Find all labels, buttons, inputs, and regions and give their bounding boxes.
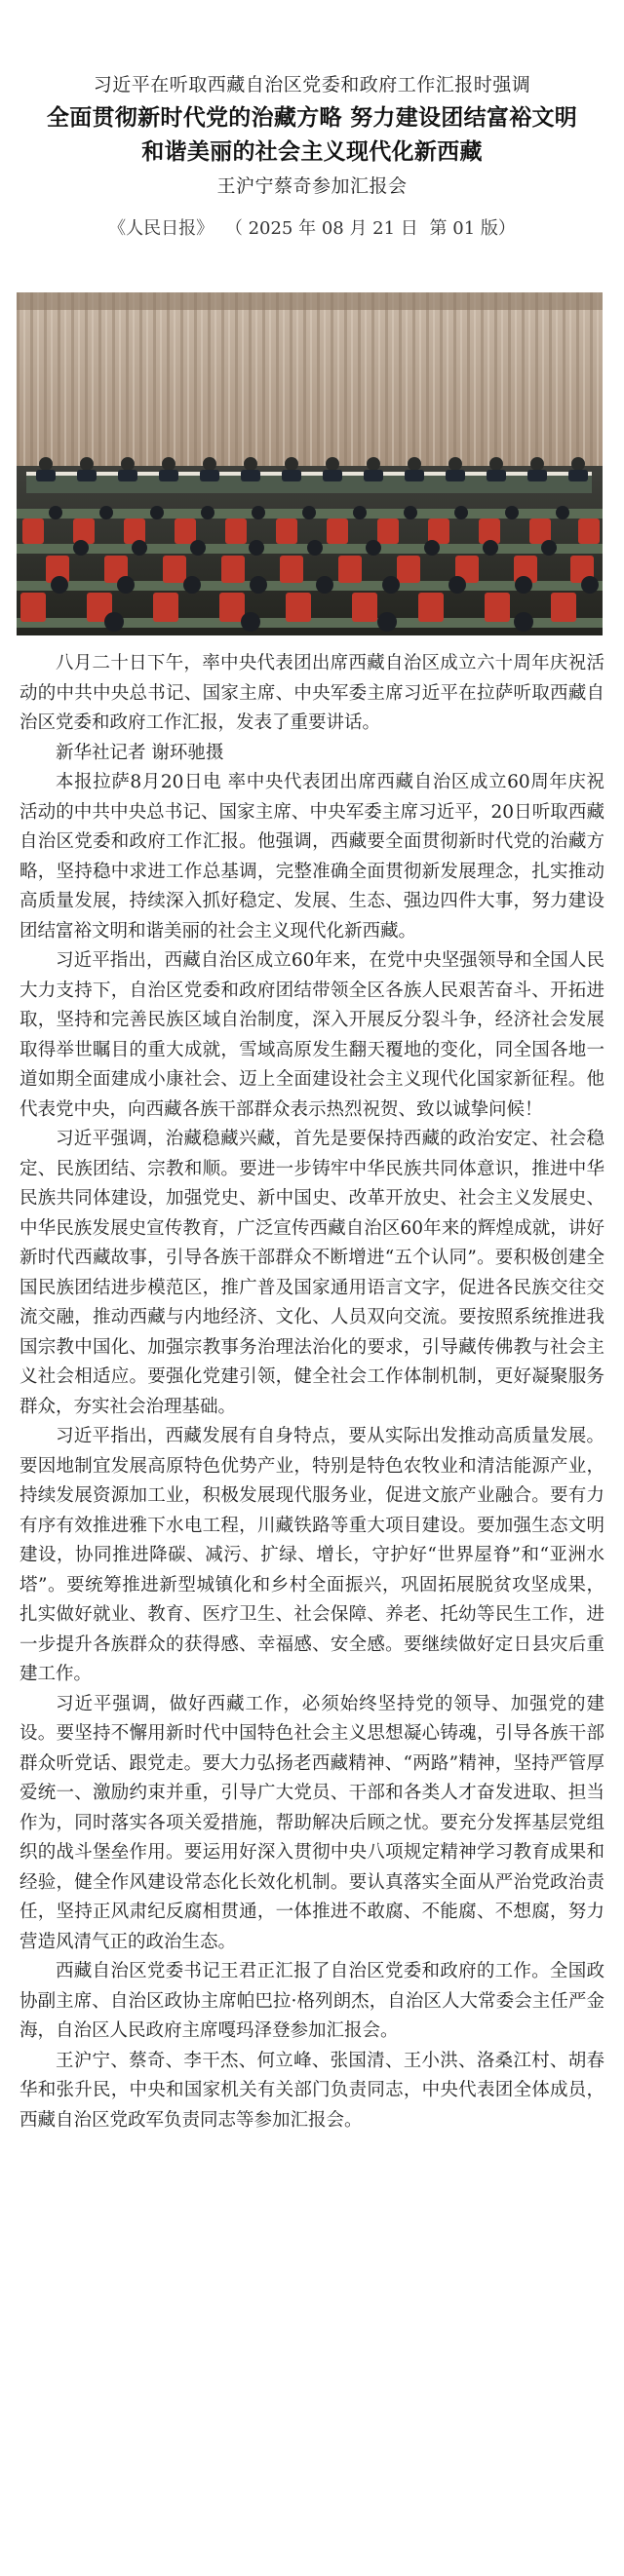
main-title-line-1: 全面贯彻新时代党的治藏方略 努力建设团结富裕文明 bbox=[46, 104, 578, 131]
paragraph-3: 习近平强调，治藏稳藏兴藏，首先是要保持西藏的政治安定、社会稳定、民族团结、宗教和顺。要进一步铸牢中华民族共同体意识，推进中华民族共同体建设，加强党史、新中国史、改革开放史、社会主义发展史、中华民族发展史宣传教育，广泛宣传西藏自治区60年来的辉煌成就，讲好新时代西藏故事，引导各族干部群众不断增进“五个认同”。要积极创建全国民族团结进步模范区，推广普及国家通用语言文字，促进各民族交往交流交融，推动西藏与内地经济、文化、人员双向交流。要按照系统推进我国宗教中国化、加强宗教事务治理法治化的要求，引导藏传佛教与社会主义社会相适应。要强化党建引领，健全社会工作体制机制，更好凝聚服务群众，夯实社会治理基础。 bbox=[20, 1129, 604, 1417]
paragraph-6: 西藏自治区党委书记王君正汇报了自治区党委和政府的工作。全国政协副主席、自治区政协主席帕巴拉·格列朗杰，自治区人大常委会主任严金海，自治区人民政府主席嘎玛泽登参加汇报会。 bbox=[20, 1961, 604, 2041]
source-date: （ 2025 年 08 月 21 日 bbox=[224, 218, 418, 239]
main-title-line-2: 和谐美丽的社会主义现代化新西藏 bbox=[141, 138, 483, 165]
source-line bbox=[0, 216, 624, 242]
source-paper: 《人民日报》 bbox=[108, 218, 214, 239]
paragraph-2: 习近平指出，西藏自治区成立60年来，在党中央坚强领导和全国人民大力支持下，自治区党委和政府团结带领全区各族人民艰苦奋斗、开拓进取，坚持和完善民族区域自治制度，深入开展反分裂斗争，经济社会发展取得举世瞩目的重大成就，雪域高原发生翻天覆地的变化，同全国各地一道如期全面建成小康社会、迈上全面建设社会主义现代化国家新征程。他代表党中央，向西藏各族干部群众表示热烈祝贺、致以诚挚问候！ bbox=[20, 950, 604, 1120]
photo-caption: 八月二十日下午，率中央代表团出席西藏自治区成立六十周年庆祝活动的中共中央总书记、国家主席、中央军委主席习近平在拉萨听取西藏自治区党委和政府工作汇报，发表了重要讲话。 bbox=[20, 653, 604, 733]
article-body bbox=[20, 649, 604, 2135]
byline: 新华社记者 谢环驰摄 bbox=[56, 742, 224, 763]
subtitle: 王沪宁蔡奇参加汇报会 bbox=[216, 175, 408, 197]
kicker: 习近平在听取西藏自治区党委和政府工作汇报时强调 bbox=[93, 74, 531, 96]
paragraph-4: 习近平指出，西藏发展有自身特点，要从实际出发推动高质量发展。要因地制宜发展高原特色优势产业，特别是特色农牧业和清洁能源产业，持续发展资源加工业，积极发展现代服务业，促进文旅产业融合。要有力有序有效推进雅下水电工程，川藏铁路等重大项目建设。要加强生态文明建设，协同推进降碳、减污、扩绿、增长，守护好“世界屋脊”和“亚洲水塔”。要统筹推进新型城镇化和乡村全面振兴，巩固拓展脱贫攻坚成果，扎实做好就业、教育、医疗卫生、社会保障、养老、托幼等民生工作，进一步提升各族群众的获得感、幸福感、安全感。要继续做好定日县灾后重建工作。 bbox=[20, 1426, 604, 1684]
meeting-photo-icon bbox=[17, 292, 603, 635]
source-edition: 第 01 版） bbox=[429, 218, 516, 239]
meeting-photo bbox=[17, 292, 603, 635]
paragraph-7: 王沪宁、蔡奇、李干杰、何立峰、张国清、王小洪、洛桑江村、胡春华和张升民，中央和国家机关有关部门负责同志，中央代表团全体成员，西藏自治区党政军负责同志等参加汇报会。 bbox=[20, 2050, 604, 2131]
paragraph-5: 习近平强调，做好西藏工作，必须始终坚持党的领导、加强党的建设。要坚持不懈用新时代中国特色社会主义思想凝心铸魂，引导各族干部群众听党话、跟党走。要大力弘扬老西藏精神、“两路”精神，坚持严管厚爱统一、激励约束并重，引导广大党员、干部和各类人才奋发进取、担当作为，同时落实各项关爱措施，帮助解决后顾之忧。要充分发挥基层党组织的战斗堡垒作用。要运用好深入贯彻中央八项规定精神学习教育成果和经验，健全作风建设常态化长效化机制。要认真落实全面从严治党政治责任，坚持正风肃纪反腐相贯通，一体推进不敢腐、不能腐、不想腐，努力营造风清气正的政治生态。 bbox=[20, 1693, 604, 1952]
headline-block bbox=[20, 70, 604, 201]
paragraph-1: 本报拉萨8月20日电 率中央代表团出席西藏自治区成立60周年庆祝活动的中共中央总书记、国家主席、中央军委主席习近平，20日听取西藏自治区党委和政府工作汇报。他强调，西藏要全面贯彻新时代党的治藏方略，坚持稳中求进工作总基调，完整准确全面贯彻新发展理念，扎实推动高质量发展，持续深入抓好稳定、发展、生态、强边四件大事，努力建设团结富裕文明和谐美丽的社会主义现代化新西藏。 bbox=[20, 772, 604, 942]
